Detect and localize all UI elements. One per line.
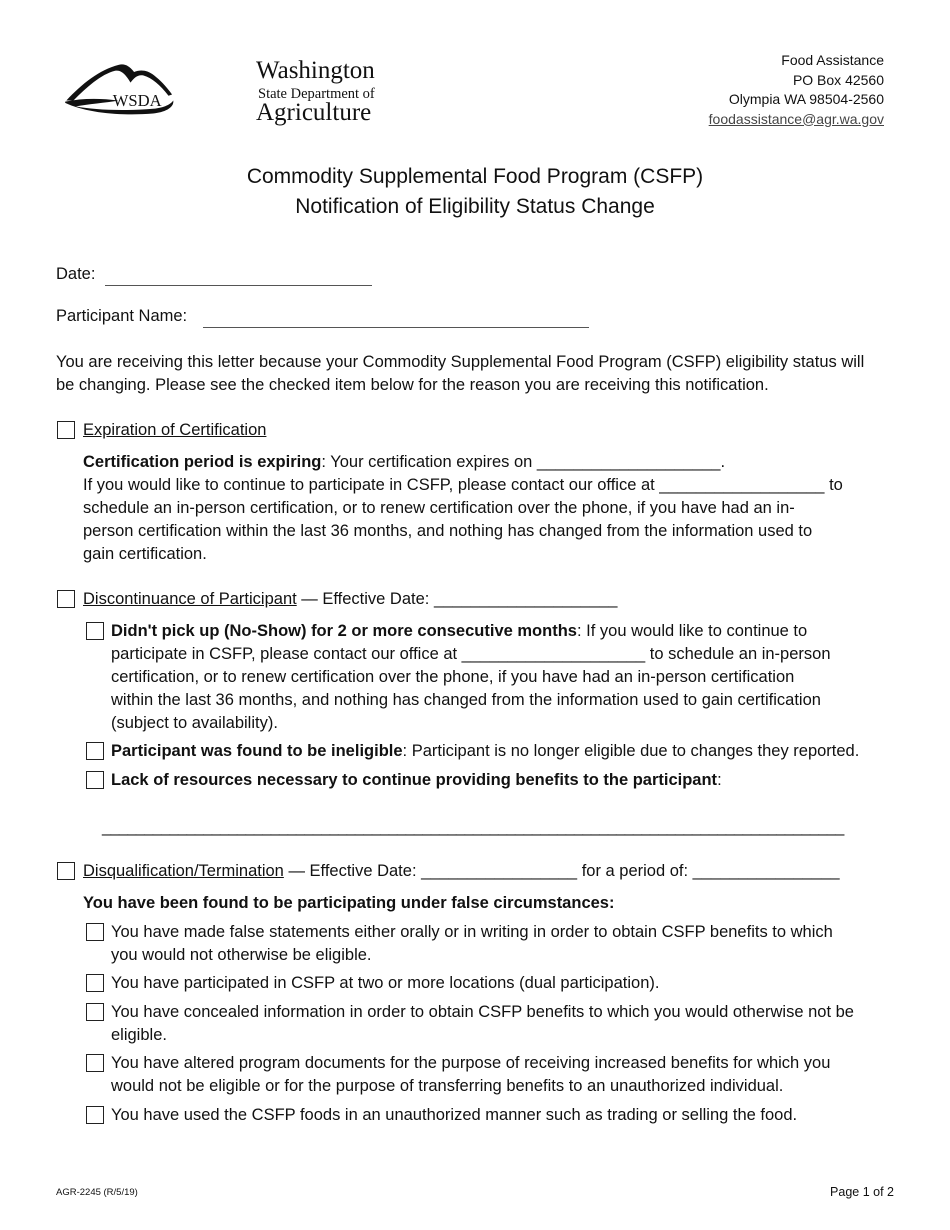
discontinuance-heading: Discontinuance of Participant bbox=[83, 590, 297, 608]
expiration-line-3: schedule an in-person certification, or to renew certification over the phone, if you have had an in- bbox=[83, 499, 795, 517]
noshow-line-2: participate in CSFP, please contact our office at ____________________ to schedule an in-person bbox=[111, 645, 831, 663]
ineligible-line bbox=[111, 740, 859, 763]
dual-participation-checkbox[interactable] bbox=[86, 974, 104, 992]
unauthorized-use-line: You have used the CSFP foods in an unauthorized manner such as trading or selling the food. bbox=[111, 1106, 798, 1124]
expiration-line-1 bbox=[83, 451, 725, 474]
expiration-line-4: person certification within the last 36 months, and nothing has changed from the information used to bbox=[83, 522, 813, 540]
lack-of-resources-checkbox[interactable] bbox=[86, 771, 104, 789]
disqualification-heading: Disqualification/Termination bbox=[83, 862, 284, 880]
altered-documents-checkbox[interactable] bbox=[86, 1054, 104, 1072]
noshow-checkbox[interactable] bbox=[86, 622, 104, 640]
altered-documents-line-1: You have altered program documents for the purpose of receiving increased benefits for which you bbox=[111, 1054, 831, 1072]
expiration-checkbox[interactable] bbox=[57, 421, 75, 439]
noshow-line-1-rest: : If you would like to continue to bbox=[576, 622, 808, 640]
form-number: AGR-2245 (R/5/19) bbox=[56, 1187, 138, 1198]
ineligible-bold: Participant was found to be ineligible bbox=[111, 742, 403, 760]
lack-of-resources-bold: Lack of resources necessary to continue providing benefits to the participant bbox=[111, 771, 718, 789]
ineligible-checkbox[interactable] bbox=[86, 742, 104, 760]
noshow-bold: Didn't pick up (No-Show) for 2 or more consecutive months bbox=[111, 622, 577, 640]
expiration-line-5: gain certification. bbox=[83, 545, 207, 563]
concealed-info-line-1: You have concealed information in order to obtain CSFP benefits to which you would otherwise not be bbox=[111, 1003, 854, 1021]
concealed-info-checkbox[interactable] bbox=[86, 1003, 104, 1021]
intro-line-1: You are receiving this letter because your Commodity Supplemental Food Program (CSFP) eligibility status will bbox=[56, 353, 865, 371]
disqualification-effective-date: — Effective Date: _________________ for a period of: ________________ bbox=[283, 862, 840, 880]
false-circumstances-subheading: You have been found to be participating under false circumstances: bbox=[83, 894, 615, 912]
disqualification-checkbox[interactable] bbox=[57, 862, 75, 880]
false-statements-checkbox[interactable] bbox=[86, 923, 104, 941]
logo-state-department: State Department of bbox=[258, 86, 375, 102]
discontinuance-checkbox[interactable] bbox=[57, 590, 75, 608]
noshow-line-4: within the last 36 months, and nothing has changed from the information used to gain certification bbox=[111, 691, 821, 709]
altered-documents-line-2: would not be eligible or for the purpose of transferring benefits to an unauthorized individual. bbox=[111, 1077, 784, 1095]
address-block bbox=[709, 51, 884, 129]
disqualification-heading-line bbox=[83, 860, 840, 883]
dual-participation-line: You have participated in CSFP at two or more locations (dual participation). bbox=[111, 974, 660, 992]
ineligible-rest: : Participant is no longer eligible due to changes they reported. bbox=[402, 742, 860, 760]
logo-mark-text: WSDA bbox=[112, 90, 162, 110]
participant-name-field[interactable] bbox=[203, 327, 589, 328]
concealed-info-line-2: eligible. bbox=[111, 1026, 167, 1044]
unauthorized-use-checkbox[interactable] bbox=[86, 1106, 104, 1124]
title-line-1: Commodity Supplemental Food Program (CSFP) bbox=[246, 165, 704, 188]
intro-line-2: be changing. Please see the checked item below for the reason you are receiving this notification. bbox=[56, 376, 769, 394]
lack-of-resources-rest: : bbox=[717, 771, 722, 789]
reason-blank-line[interactable]: ________________________________________________________________________________________ bbox=[102, 818, 844, 836]
participant-name-label: Participant Name: bbox=[56, 307, 188, 325]
false-statements-line-1: You have made false statements either orally or in writing in order to obtain CSFP benefits to which bbox=[111, 923, 833, 941]
noshow-line-3: certification, or to renew certification over the phone, if you have had an in-person certification bbox=[111, 668, 795, 686]
address-line-1: Food Assistance bbox=[781, 52, 884, 68]
date-field[interactable] bbox=[105, 285, 372, 286]
expiration-bold: Certification period is expiring bbox=[83, 453, 322, 471]
title-line-2: Notification of Eligibility Status Change bbox=[295, 195, 655, 218]
address-line-3: Olympia WA 98504-2560 bbox=[728, 91, 884, 107]
discontinuance-effective-date: — Effective Date: ____________________ bbox=[296, 590, 618, 608]
email-link[interactable]: foodassistance@agr.wa.gov bbox=[708, 110, 884, 127]
expiration-line-2: If you would like to continue to participate in CSFP, please contact our office at __________________ to bbox=[83, 476, 843, 494]
wsda-logo bbox=[64, 46, 254, 130]
logo-agriculture: Agriculture bbox=[256, 99, 372, 126]
discontinuance-heading-line bbox=[83, 588, 618, 611]
logo-washington: Washington bbox=[256, 57, 375, 84]
lack-of-resources-line bbox=[111, 769, 722, 792]
expiration-heading: Expiration of Certification bbox=[83, 421, 267, 439]
expiration-line-1-rest: : Your certification expires on ____________________. bbox=[321, 453, 726, 471]
page-number: Page 1 of 2 bbox=[830, 1185, 894, 1199]
date-label: Date: bbox=[56, 265, 96, 283]
noshow-line-1 bbox=[111, 620, 807, 643]
false-statements-line-2: you would not otherwise be eligible. bbox=[111, 946, 372, 964]
address-line-2: PO Box 42560 bbox=[792, 71, 884, 88]
noshow-line-5: (subject to availability). bbox=[111, 714, 278, 732]
